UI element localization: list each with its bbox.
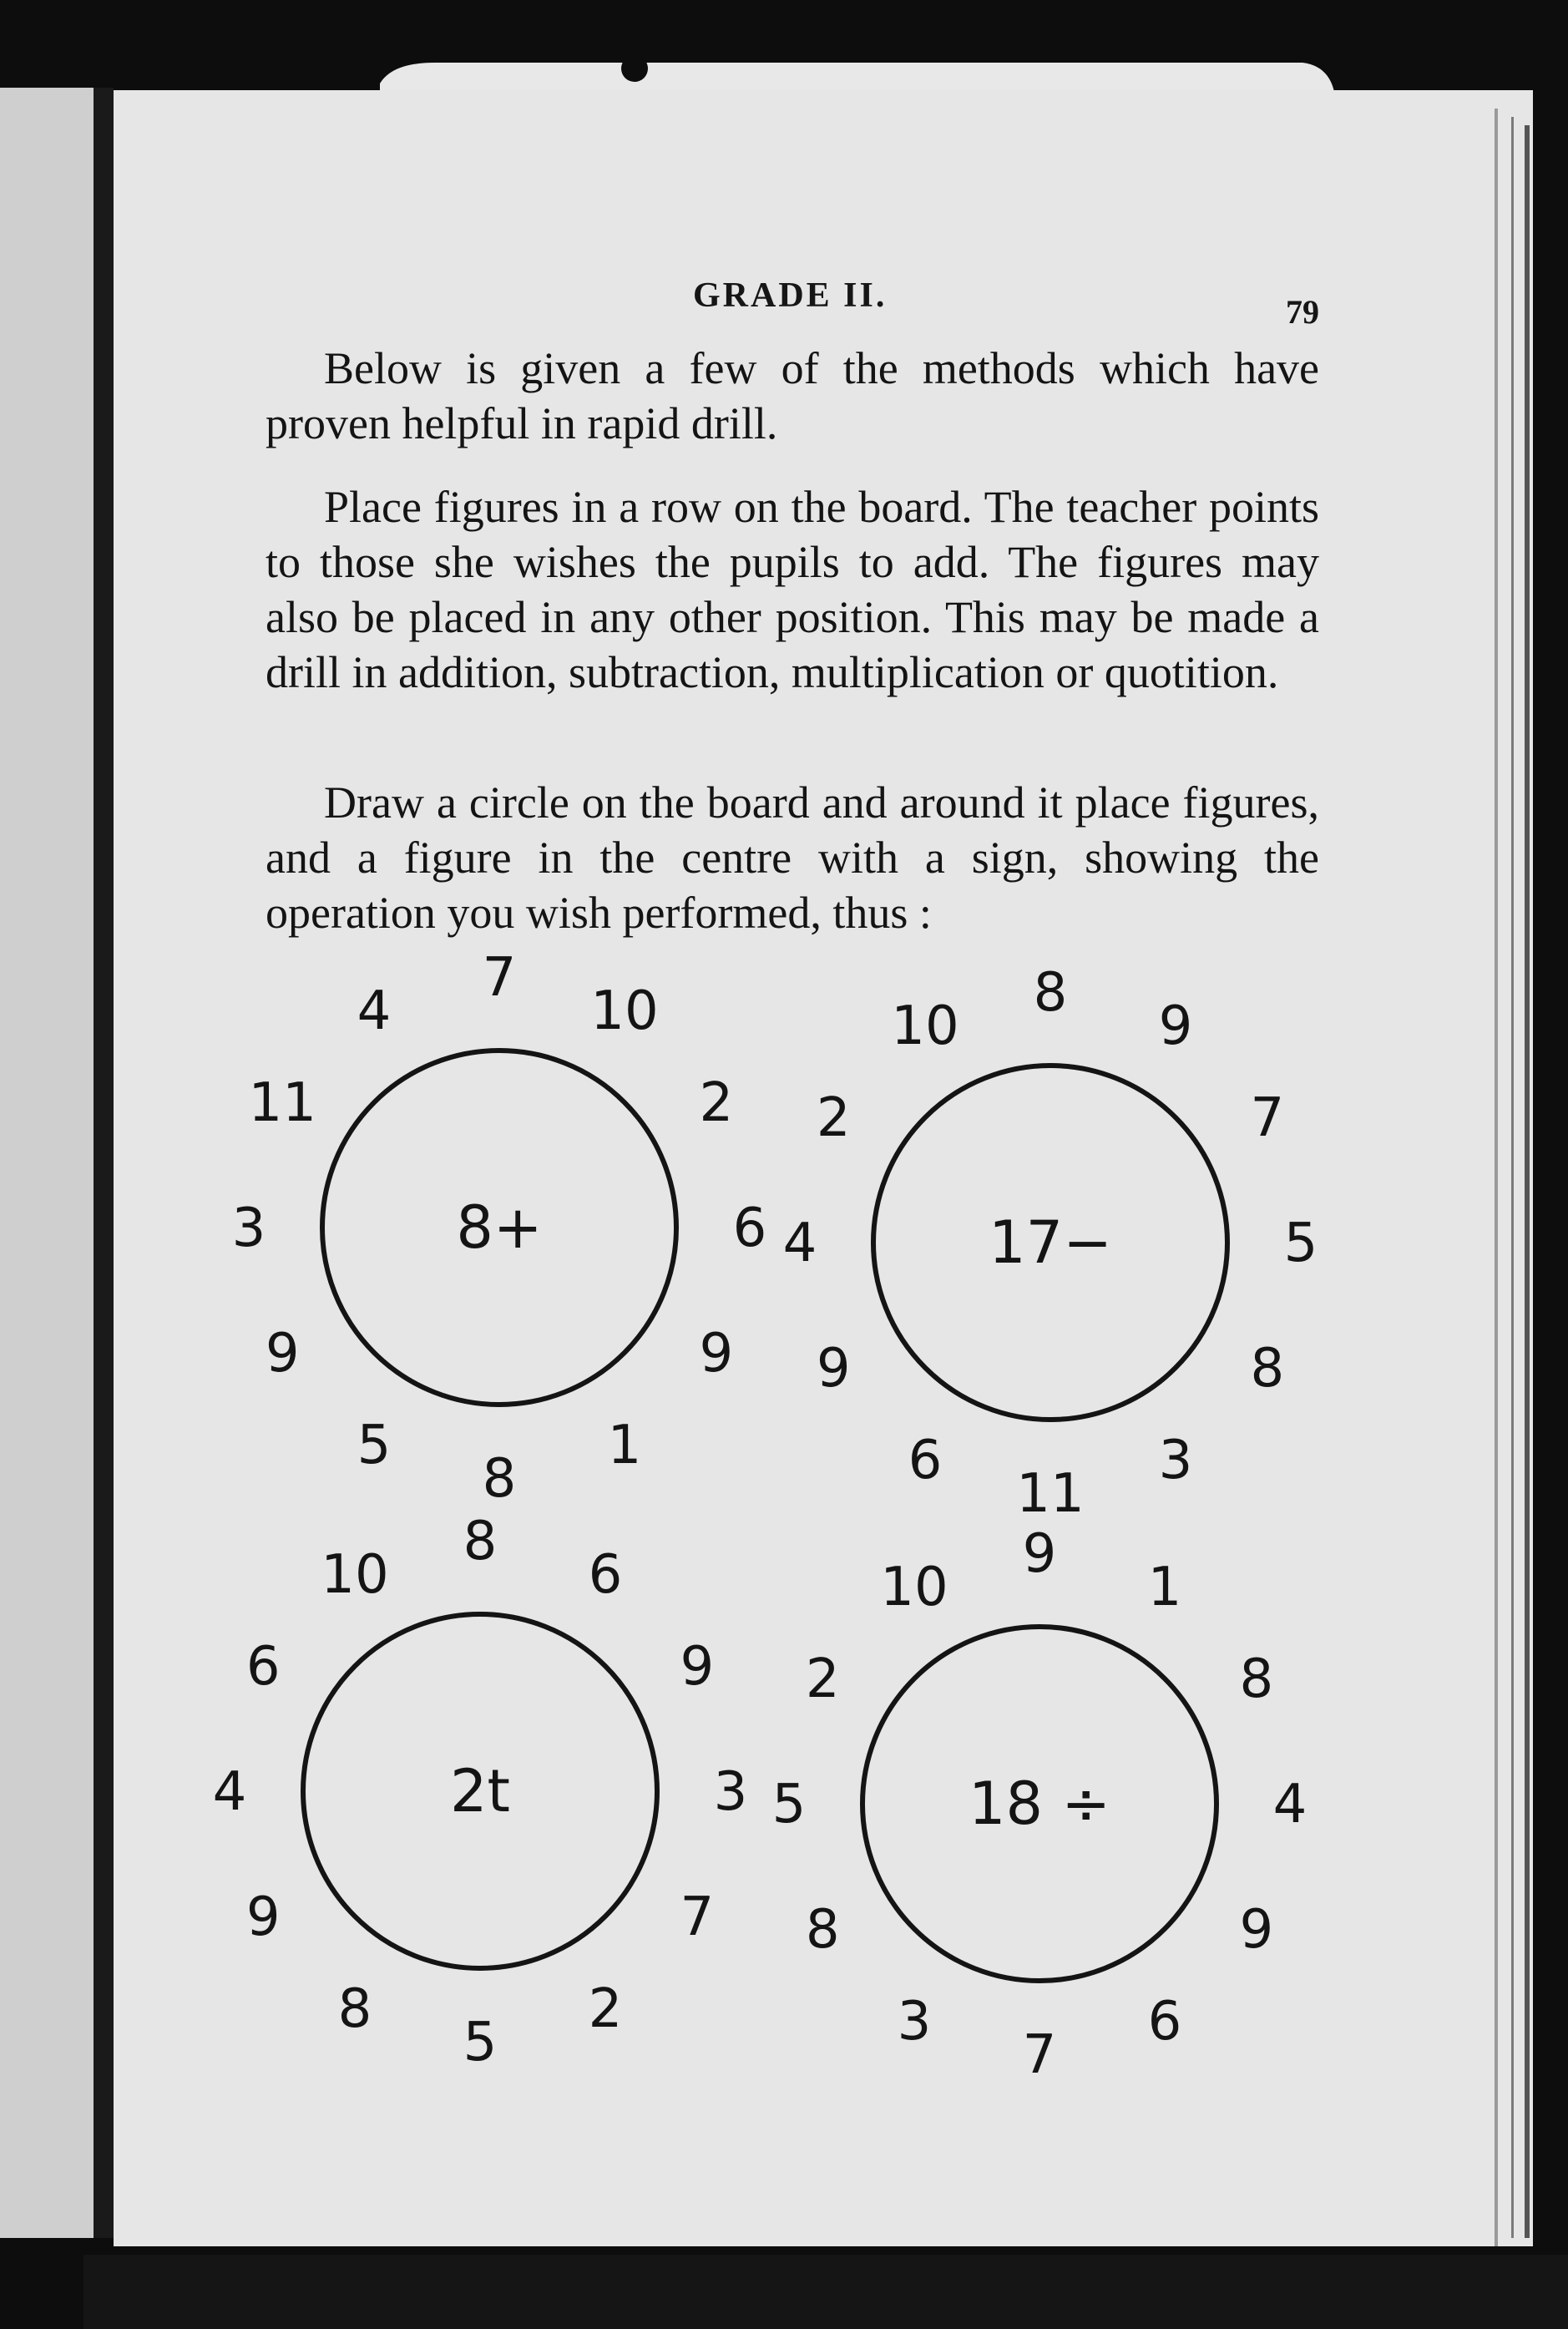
- circle-figure: 1: [1147, 1557, 1182, 1619]
- circle-center-label: 8+: [456, 1193, 543, 1262]
- circle-figure: 7: [680, 1886, 715, 1948]
- circle-figure: 1: [607, 1414, 642, 1476]
- circle-figure: 4: [782, 1213, 817, 1274]
- circle-figure: 2: [805, 1648, 840, 1710]
- circle-figure: 4: [357, 980, 392, 1043]
- circle-figure: 9: [816, 1338, 851, 1400]
- circle-figure: 6: [732, 1197, 767, 1259]
- page-number: 79: [1286, 293, 1319, 331]
- circle-figure: 9: [699, 1323, 734, 1385]
- paragraph-intro: Below is given a few of the methods which have proven helpful in rapid drill.: [266, 343, 1319, 448]
- circle-figure: 9: [1239, 1899, 1274, 1961]
- circle-figure: 10: [590, 980, 659, 1043]
- circle-figure: 3: [231, 1197, 266, 1259]
- circle-figure: 5: [1283, 1213, 1318, 1274]
- circle-figure: 11: [1016, 1463, 1085, 1525]
- circle-center-label: 18 ÷: [969, 1770, 1110, 1838]
- circle-figure: 2: [588, 1977, 623, 2040]
- running-head: GRADE II.: [693, 276, 888, 315]
- paragraph-circle-method: Draw a circle on the board and around it place figures, and a figure in the centre with a sign, showing the operation you wish performed, thus :: [266, 777, 1319, 938]
- circle-figure: 3: [1158, 1429, 1193, 1491]
- circle-figure: 2: [699, 1072, 734, 1134]
- circle-figure: 6: [1147, 1990, 1182, 2053]
- circle-figure: 8: [805, 1899, 840, 1961]
- circle-figure: 7: [1250, 1087, 1285, 1149]
- circle-figure: 4: [1272, 1774, 1308, 1835]
- circle-figure: 9: [680, 1636, 715, 1698]
- circle-figure: 8: [482, 1448, 517, 1510]
- circle-figure: 4: [212, 1761, 247, 1823]
- circle-figure: 7: [1022, 2024, 1057, 2086]
- paragraph-row-method: Place figures in a row on the board. The teacher points to those she wishes the pupils to add. The figures may also be placed in any other position. This may be made a drill in addition, subtraction, multiplication or quotition.: [266, 482, 1319, 697]
- circle-figure: 6: [908, 1429, 943, 1491]
- circle-figure: 5: [357, 1414, 392, 1476]
- facing-page-edge: [0, 88, 94, 2238]
- circle-figure: 9: [265, 1323, 300, 1385]
- circle-figure: 10: [880, 1557, 948, 1619]
- circle-figure: 8: [1033, 962, 1068, 1024]
- circle-figure: 11: [248, 1072, 316, 1134]
- circle-figure: 2: [816, 1087, 851, 1149]
- circle-figure: 8: [337, 1977, 372, 2040]
- circle-figure: 8: [1250, 1338, 1285, 1400]
- circle-figure: 9: [1022, 1523, 1057, 1585]
- circle-figure: 9: [1158, 995, 1193, 1058]
- circle-figure: 6: [245, 1636, 281, 1698]
- circle-figure: 5: [771, 1774, 807, 1835]
- circle-figure: 8: [1239, 1648, 1274, 1710]
- circle-figure: 7: [482, 947, 517, 1009]
- circle-figure: 5: [463, 2012, 498, 2073]
- circle-figure: 6: [588, 1544, 623, 1607]
- circle-figure: 10: [891, 995, 959, 1058]
- circle-figure: 9: [245, 1886, 281, 1948]
- circle-figure: 3: [897, 1990, 932, 2053]
- circle-figure: 8: [463, 1511, 498, 1572]
- circle-figure: 10: [321, 1544, 389, 1607]
- circle-figure: 3: [713, 1761, 748, 1823]
- circle-center-label: 2t: [450, 1757, 510, 1825]
- circle-center-label: 17−: [989, 1208, 1112, 1277]
